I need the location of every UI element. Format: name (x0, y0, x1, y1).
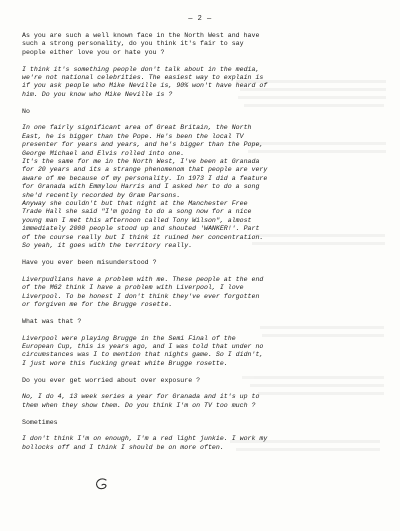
interview-question: Sometimes (22, 418, 58, 426)
page-number: — 2 — (188, 15, 212, 23)
interview-answer: I don't think I'm on enough, I'm a red light junkie. I work my bollocks off and I think I should be on more often. (22, 435, 268, 451)
interview-question: Have you ever been misunderstood ? (22, 258, 157, 266)
interview-answer: Liverpudlians have a problem with me. These people at the end of the M62 think I have a problem with Liverpool, I love Liverpool. To be honest I don't think they've ever forgotten or forgiven me for the Brugge rosette. (22, 275, 264, 308)
interview-question: What was that ? (22, 317, 82, 325)
interview-body (22, 32, 388, 461)
interview-answer: No, I do 4, 13 week series a year for Granada and it's up to them when they show them. Do you think I'm on TV too much ? (22, 393, 260, 409)
interview-answer: In one fairly significant area of Great Britain, the North East, he is bigger than the Pope. He's been the local TV presenter for years and years, and he's bigger than the Pope, George Michael and Elvis rolled into one. It's the same for me in the North West, I've been at Granada for 20 years and its a strange phenomenom that people are very aware of me because of my personality. In 1973 I did a feature for Granada with Emmylou Harris and I asked her to do a song she'd recently recorded by Gram Parsons. Anyway she couldn't but that night at the Manchester Free Trade Hall she said "I'm going to do a song now for a nice young man I met this afternoon called Tony Wilson", almost immediately 2000 people stood up and shouted 'WANKER!'. Part of the course really but I think it ruined her concentration. So yeah, it goes with the territory really. (22, 124, 268, 250)
interview-answer: Liverpool were playing Brugge in the Semi Final of the European Cup, this is years ago, and I was told that under no circumstances was I to mention that nights game. So I didn't, I just wore this fucking great white Brugge rosette. (22, 334, 264, 367)
handwritten-mark (94, 477, 110, 491)
interview-question: Do you ever get worried about over exposure ? (22, 376, 201, 384)
interview-question: No (22, 107, 30, 115)
interview-answer: I think it's something people don't talk about in the media, we're not national celebrities. The easiest way to explain is if you ask people who Mike Neville is, 90% won't have heard of him. Do you know who Mike Neville is ? (22, 65, 268, 98)
interview-question: As you are such a well known face in the North West and have such a strong personality, do you think it's fair to say people either love you or hate you ? (22, 32, 260, 56)
